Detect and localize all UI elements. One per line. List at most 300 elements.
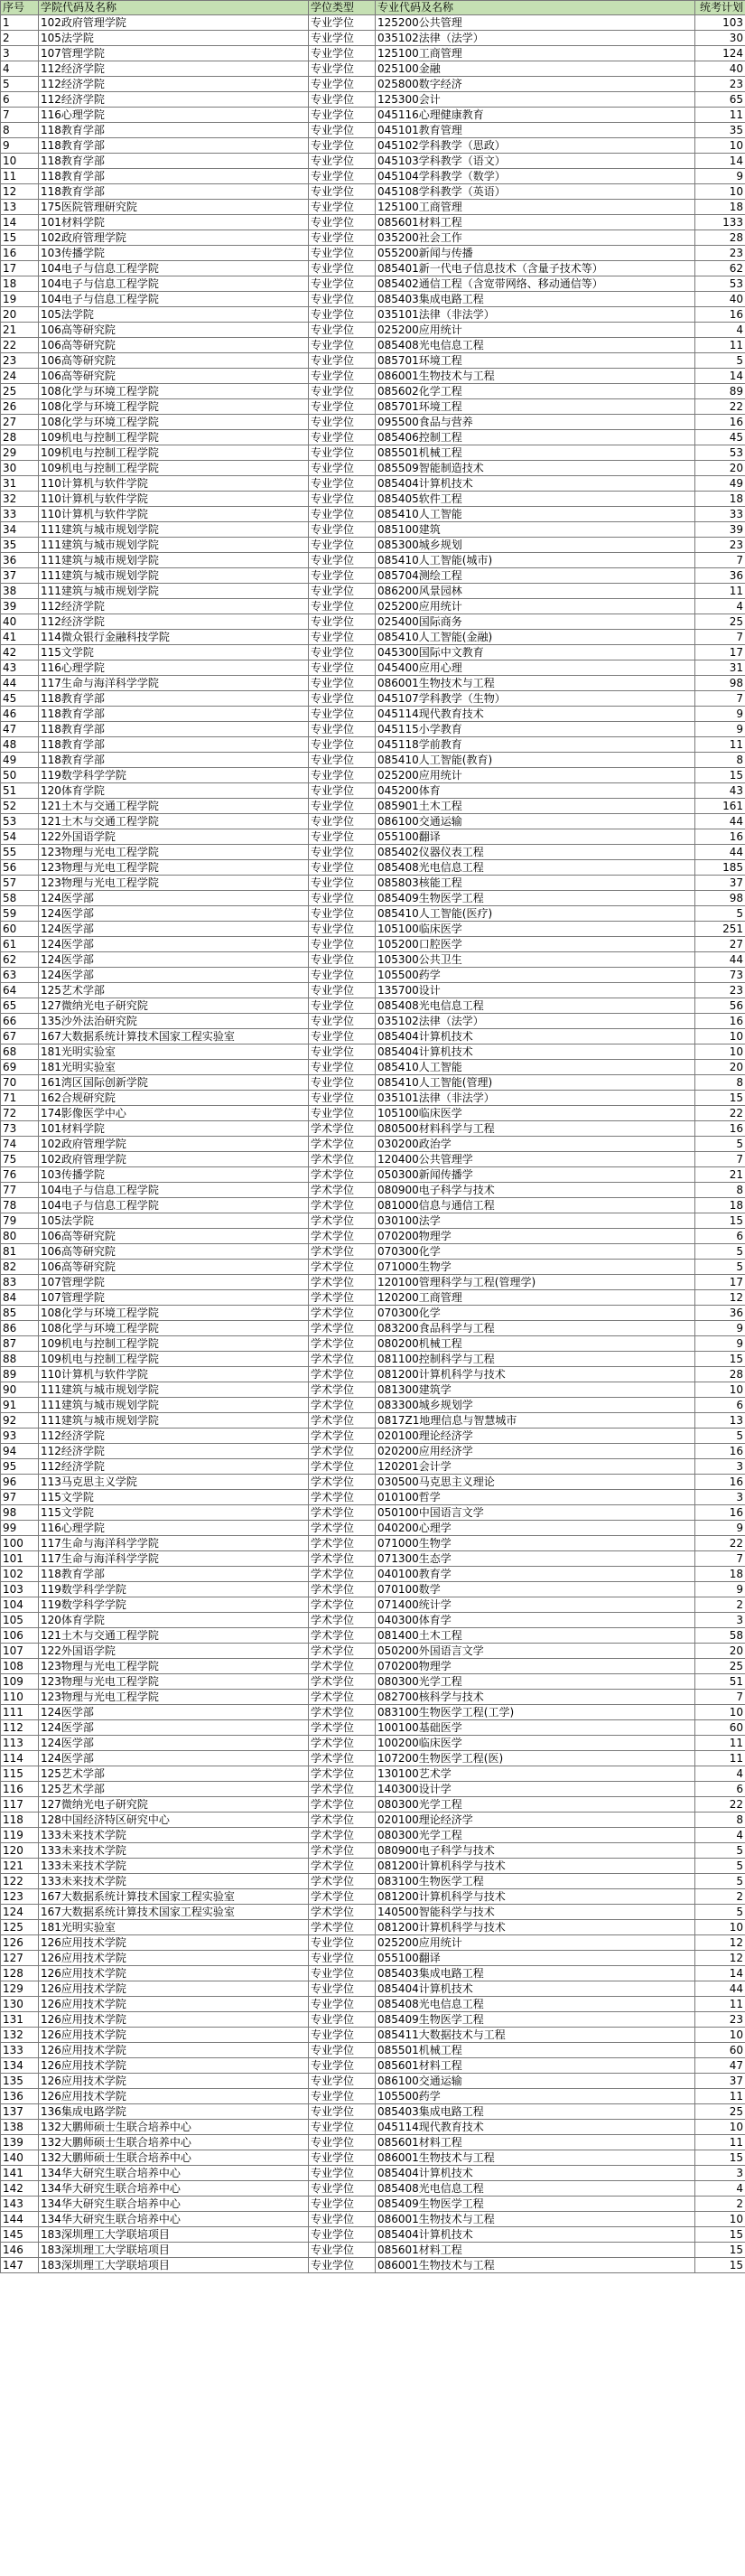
cell-major: 107200生物医学工程(医) xyxy=(376,1751,695,1766)
cell-institute: 183深圳理工大学联培项目 xyxy=(39,2227,309,2243)
table-row xyxy=(1,1582,745,1597)
cell-index: 141 xyxy=(1,2166,39,2181)
cell-major: 085701环境工程 xyxy=(376,399,695,415)
cell-institute: 183深圳理工大学联培项目 xyxy=(39,2243,309,2258)
cell-institute: 124医学部 xyxy=(39,1751,309,1766)
cell-plan-count: 10 xyxy=(695,1382,745,1398)
cell-plan-count: 16 xyxy=(695,1014,745,1029)
cell-degree-type: 专业学位 xyxy=(309,876,376,891)
cell-degree-type: 学术学位 xyxy=(309,1720,376,1736)
table-row xyxy=(1,2028,745,2043)
cell-degree-type: 专业学位 xyxy=(309,108,376,123)
table-row xyxy=(1,1306,745,1321)
cell-major: 071400统计学 xyxy=(376,1597,695,1613)
cell-plan-count: 9 xyxy=(695,1321,745,1336)
cell-plan-count: 11 xyxy=(695,2135,745,2150)
cell-degree-type: 专业学位 xyxy=(309,415,376,430)
cell-plan-count: 6 xyxy=(695,1229,745,1244)
cell-index: 140 xyxy=(1,2150,39,2166)
cell-institute: 124医学部 xyxy=(39,1720,309,1736)
cell-degree-type: 学术学位 xyxy=(309,1813,376,1828)
table-row xyxy=(1,92,745,108)
cell-plan-count: 2 xyxy=(695,1889,745,1905)
cell-plan-count: 7 xyxy=(695,630,745,645)
cell-major: 085408光电信息工程 xyxy=(376,998,695,1014)
table-row xyxy=(1,937,745,952)
cell-plan-count: 9 xyxy=(695,169,745,184)
cell-index: 81 xyxy=(1,1244,39,1260)
cell-institute: 167大数据系统计算技术国家工程实验室 xyxy=(39,1905,309,1920)
cell-plan-count: 11 xyxy=(695,2089,745,2104)
cell-degree-type: 专业学位 xyxy=(309,200,376,215)
cell-plan-count: 9 xyxy=(695,1336,745,1352)
cell-index: 45 xyxy=(1,691,39,707)
cell-major: 045400应用心理 xyxy=(376,660,695,676)
cell-plan-count: 10 xyxy=(695,1044,745,1060)
cell-institute: 112经济学院 xyxy=(39,92,309,108)
cell-plan-count: 16 xyxy=(695,307,745,323)
cell-major: 035101法律（非法学） xyxy=(376,307,695,323)
cell-plan-count: 9 xyxy=(695,1582,745,1597)
table-row xyxy=(1,753,745,768)
cell-plan-count: 14 xyxy=(695,369,745,384)
cell-index: 78 xyxy=(1,1198,39,1213)
cell-major: 050100中国语言文学 xyxy=(376,1505,695,1521)
cell-major: 055100翻译 xyxy=(376,1951,695,1966)
cell-degree-type: 学术学位 xyxy=(309,1567,376,1582)
cell-plan-count: 51 xyxy=(695,1674,745,1690)
cell-index: 114 xyxy=(1,1751,39,1766)
cell-plan-count: 16 xyxy=(695,1121,745,1137)
cell-plan-count: 17 xyxy=(695,1275,745,1290)
cell-plan-count: 10 xyxy=(695,1029,745,1044)
cell-degree-type: 学术学位 xyxy=(309,1475,376,1490)
cell-institute: 106高等研究院 xyxy=(39,338,309,353)
cell-degree-type: 专业学位 xyxy=(309,46,376,61)
cell-plan-count: 20 xyxy=(695,461,745,476)
cell-plan-count: 53 xyxy=(695,445,745,461)
cell-degree-type: 学术学位 xyxy=(309,1290,376,1306)
cell-plan-count: 73 xyxy=(695,968,745,983)
cell-degree-type: 专业学位 xyxy=(309,399,376,415)
table-row xyxy=(1,584,745,599)
table-row xyxy=(1,691,745,707)
cell-institute: 108化学与环境工程学院 xyxy=(39,1306,309,1321)
cell-institute: 122外国语学院 xyxy=(39,1644,309,1659)
cell-institute: 113马克思主义学院 xyxy=(39,1475,309,1490)
cell-index: 63 xyxy=(1,968,39,983)
cell-index: 37 xyxy=(1,568,39,584)
cell-major: 070300化学 xyxy=(376,1306,695,1321)
cell-index: 110 xyxy=(1,1690,39,1705)
cell-index: 7 xyxy=(1,108,39,123)
cell-major: 085404计算机技术 xyxy=(376,1981,695,1997)
cell-degree-type: 学术学位 xyxy=(309,1889,376,1905)
cell-degree-type: 学术学位 xyxy=(309,1352,376,1367)
table-row xyxy=(1,1889,745,1905)
cell-degree-type: 专业学位 xyxy=(309,599,376,614)
cell-major: 085601材料工程 xyxy=(376,2058,695,2074)
cell-institute: 161湾区国际创新学院 xyxy=(39,1075,309,1091)
cell-degree-type: 学术学位 xyxy=(309,1490,376,1505)
cell-index: 26 xyxy=(1,399,39,415)
cell-degree-type: 学术学位 xyxy=(309,1121,376,1137)
table-row xyxy=(1,1398,745,1413)
cell-institute: 105法学院 xyxy=(39,31,309,46)
cell-plan-count: 98 xyxy=(695,676,745,691)
cell-index: 112 xyxy=(1,1720,39,1736)
cell-institute: 126应用技术学院 xyxy=(39,2074,309,2089)
table-row xyxy=(1,1905,745,1920)
cell-degree-type: 专业学位 xyxy=(309,1029,376,1044)
cell-institute: 123物理与光电工程学院 xyxy=(39,1674,309,1690)
cell-institute: 162合规研究院 xyxy=(39,1091,309,1106)
cell-degree-type: 专业学位 xyxy=(309,77,376,92)
cell-plan-count: 10 xyxy=(695,184,745,200)
cell-institute: 110计算机与软件学院 xyxy=(39,1367,309,1382)
cell-index: 71 xyxy=(1,1091,39,1106)
cell-institute: 106高等研究院 xyxy=(39,1229,309,1244)
cell-plan-count: 6 xyxy=(695,1398,745,1413)
cell-plan-count: 36 xyxy=(695,568,745,584)
cell-institute: 126应用技术学院 xyxy=(39,1951,309,1966)
cell-degree-type: 学术学位 xyxy=(309,1321,376,1336)
cell-institute: 109机电与控制工程学院 xyxy=(39,1336,309,1352)
cell-index: 51 xyxy=(1,783,39,799)
cell-major: 086001生物技术与工程 xyxy=(376,369,695,384)
table-row xyxy=(1,507,745,522)
cell-plan-count: 9 xyxy=(695,707,745,722)
cell-degree-type: 学术学位 xyxy=(309,1275,376,1290)
cell-index: 56 xyxy=(1,860,39,876)
table-row xyxy=(1,31,745,46)
cell-institute: 111建筑与城市规划学院 xyxy=(39,1398,309,1413)
cell-degree-type: 学术学位 xyxy=(309,1521,376,1536)
cell-major: 085403集成电路工程 xyxy=(376,292,695,307)
cell-major: 085401新一代电子信息技术（含量子技术等） xyxy=(376,261,695,276)
cell-institute: 167大数据系统计算技术国家工程实验室 xyxy=(39,1029,309,1044)
cell-index: 77 xyxy=(1,1183,39,1198)
cell-plan-count: 44 xyxy=(695,814,745,829)
cell-major: 100100基础医学 xyxy=(376,1720,695,1736)
cell-index: 68 xyxy=(1,1044,39,1060)
cell-institute: 125艺术学部 xyxy=(39,1766,309,1782)
cell-degree-type: 专业学位 xyxy=(309,2135,376,2150)
table-row xyxy=(1,1674,745,1690)
cell-institute: 106高等研究院 xyxy=(39,1244,309,1260)
header-index: 序号 xyxy=(1,1,39,15)
cell-major: 086001生物技术与工程 xyxy=(376,2212,695,2227)
cell-institute: 181光明实验室 xyxy=(39,1060,309,1075)
table-row xyxy=(1,261,745,276)
table-row xyxy=(1,1920,745,1935)
cell-index: 6 xyxy=(1,92,39,108)
cell-institute: 112经济学院 xyxy=(39,1429,309,1444)
table-row xyxy=(1,1352,745,1367)
cell-index: 73 xyxy=(1,1121,39,1137)
cell-plan-count: 10 xyxy=(695,2212,745,2227)
cell-institute: 134华大研究生联合培养中心 xyxy=(39,2197,309,2212)
cell-institute: 134华大研究生联合培养中心 xyxy=(39,2212,309,2227)
cell-major: 070300化学 xyxy=(376,1244,695,1260)
cell-index: 134 xyxy=(1,2058,39,2074)
cell-major: 070100数学 xyxy=(376,1582,695,1597)
cell-index: 23 xyxy=(1,353,39,369)
cell-index: 25 xyxy=(1,384,39,399)
cell-plan-count: 3 xyxy=(695,1490,745,1505)
table-row xyxy=(1,1029,745,1044)
cell-major: 140300设计学 xyxy=(376,1782,695,1797)
cell-institute: 118教育学部 xyxy=(39,722,309,737)
cell-index: 69 xyxy=(1,1060,39,1075)
cell-plan-count: 40 xyxy=(695,292,745,307)
cell-index: 137 xyxy=(1,2104,39,2120)
cell-major: 085501机械工程 xyxy=(376,2043,695,2058)
cell-institute: 126应用技术学院 xyxy=(39,2089,309,2104)
cell-institute: 111建筑与城市规划学院 xyxy=(39,538,309,553)
cell-plan-count: 10 xyxy=(695,2120,745,2135)
cell-degree-type: 专业学位 xyxy=(309,215,376,230)
cell-major: 071000生物学 xyxy=(376,1260,695,1275)
cell-index: 64 xyxy=(1,983,39,998)
cell-degree-type: 专业学位 xyxy=(309,660,376,676)
cell-major: 071000生物学 xyxy=(376,1536,695,1551)
cell-degree-type: 专业学位 xyxy=(309,630,376,645)
cell-major: 030200政治学 xyxy=(376,1137,695,1152)
cell-plan-count: 15 xyxy=(695,2227,745,2243)
table-row xyxy=(1,2012,745,2028)
cell-degree-type: 学术学位 xyxy=(309,1582,376,1597)
table-row xyxy=(1,722,745,737)
cell-major: 085410人工智能(医疗) xyxy=(376,906,695,922)
cell-plan-count: 23 xyxy=(695,2012,745,2028)
cell-index: 12 xyxy=(1,184,39,200)
cell-index: 57 xyxy=(1,876,39,891)
table-row xyxy=(1,707,745,722)
cell-index: 70 xyxy=(1,1075,39,1091)
cell-degree-type: 专业学位 xyxy=(309,138,376,154)
table-row xyxy=(1,1613,745,1628)
cell-plan-count: 8 xyxy=(695,1813,745,1828)
table-row xyxy=(1,1459,745,1475)
cell-plan-count: 25 xyxy=(695,1659,745,1674)
cell-degree-type: 专业学位 xyxy=(309,829,376,845)
cell-major: 085601材料工程 xyxy=(376,2135,695,2150)
cell-institute: 126应用技术学院 xyxy=(39,2058,309,2074)
cell-degree-type: 专业学位 xyxy=(309,92,376,108)
cell-index: 18 xyxy=(1,276,39,292)
cell-major: 025100金融 xyxy=(376,61,695,77)
cell-plan-count: 7 xyxy=(695,553,745,568)
cell-plan-count: 22 xyxy=(695,1536,745,1551)
cell-major: 070200物理学 xyxy=(376,1659,695,1674)
cell-index: 52 xyxy=(1,799,39,814)
cell-index: 31 xyxy=(1,476,39,492)
cell-index: 49 xyxy=(1,753,39,768)
cell-plan-count: 58 xyxy=(695,1628,745,1644)
cell-index: 128 xyxy=(1,1966,39,1981)
cell-index: 133 xyxy=(1,2043,39,2058)
cell-index: 50 xyxy=(1,768,39,783)
cell-institute: 104电子与信息工程学院 xyxy=(39,1183,309,1198)
cell-index: 53 xyxy=(1,814,39,829)
cell-institute: 167大数据系统计算技术国家工程实验室 xyxy=(39,1889,309,1905)
cell-institute: 132大鹏师硕士生联合培养中心 xyxy=(39,2150,309,2166)
header-degree-type: 学位类型 xyxy=(309,1,376,15)
cell-major: 080300光学工程 xyxy=(376,1674,695,1690)
table-row xyxy=(1,1782,745,1797)
cell-major: 020100理论经济学 xyxy=(376,1429,695,1444)
cell-plan-count: 11 xyxy=(695,1736,745,1751)
cell-degree-type: 专业学位 xyxy=(309,691,376,707)
cell-index: 22 xyxy=(1,338,39,353)
cell-plan-count: 5 xyxy=(695,1843,745,1859)
cell-institute: 134华大研究生联合培养中心 xyxy=(39,2166,309,2181)
cell-institute: 118教育学部 xyxy=(39,169,309,184)
table-row xyxy=(1,1981,745,1997)
cell-degree-type: 专业学位 xyxy=(309,476,376,492)
cell-institute: 109机电与控制工程学院 xyxy=(39,1352,309,1367)
cell-institute: 102政府管理学院 xyxy=(39,15,309,31)
cell-plan-count: 5 xyxy=(695,1429,745,1444)
cell-index: 16 xyxy=(1,246,39,261)
cell-index: 28 xyxy=(1,430,39,445)
cell-plan-count: 3 xyxy=(695,1613,745,1628)
cell-major: 045300国际中文教育 xyxy=(376,645,695,660)
cell-institute: 135沙外法治研究院 xyxy=(39,1014,309,1029)
cell-major: 045103学科教学（语文） xyxy=(376,154,695,169)
cell-degree-type: 学术学位 xyxy=(309,1429,376,1444)
cell-index: 100 xyxy=(1,1536,39,1551)
cell-index: 44 xyxy=(1,676,39,691)
table-row xyxy=(1,799,745,814)
cell-plan-count: 5 xyxy=(695,1905,745,1920)
cell-major: 040200心理学 xyxy=(376,1521,695,1536)
cell-index: 117 xyxy=(1,1797,39,1813)
cell-degree-type: 学术学位 xyxy=(309,1152,376,1167)
cell-plan-count: 17 xyxy=(695,645,745,660)
cell-institute: 117生命与海洋科学学院 xyxy=(39,1536,309,1551)
cell-degree-type: 学术学位 xyxy=(309,1628,376,1644)
cell-index: 106 xyxy=(1,1628,39,1644)
cell-major: 085601材料工程 xyxy=(376,2243,695,2258)
cell-index: 116 xyxy=(1,1782,39,1797)
cell-index: 87 xyxy=(1,1336,39,1352)
table-row xyxy=(1,415,745,430)
cell-major: 105100临床医学 xyxy=(376,922,695,937)
cell-major: 081400土木工程 xyxy=(376,1628,695,1644)
cell-index: 125 xyxy=(1,1920,39,1935)
cell-index: 13 xyxy=(1,200,39,215)
cell-index: 14 xyxy=(1,215,39,230)
cell-plan-count: 21 xyxy=(695,1167,745,1183)
cell-institute: 132大鹏师硕士生联合培养中心 xyxy=(39,2135,309,2150)
cell-plan-count: 20 xyxy=(695,1060,745,1075)
cell-degree-type: 专业学位 xyxy=(309,307,376,323)
cell-major: 040300体育学 xyxy=(376,1613,695,1628)
cell-institute: 109机电与控制工程学院 xyxy=(39,430,309,445)
cell-index: 59 xyxy=(1,906,39,922)
cell-degree-type: 专业学位 xyxy=(309,983,376,998)
cell-plan-count: 11 xyxy=(695,1997,745,2012)
cell-institute: 126应用技术学院 xyxy=(39,2028,309,2043)
table-row xyxy=(1,2197,745,2212)
cell-index: 15 xyxy=(1,230,39,246)
table-row xyxy=(1,522,745,538)
cell-plan-count: 37 xyxy=(695,876,745,891)
cell-major: 100200临床医学 xyxy=(376,1736,695,1751)
cell-degree-type: 专业学位 xyxy=(309,1997,376,2012)
cell-major: 085410人工智能(教育) xyxy=(376,753,695,768)
cell-plan-count: 8 xyxy=(695,1075,745,1091)
cell-major: 040100教育学 xyxy=(376,1567,695,1582)
cell-plan-count: 40 xyxy=(695,61,745,77)
cell-degree-type: 专业学位 xyxy=(309,292,376,307)
cell-major: 045115小学教育 xyxy=(376,722,695,737)
table-row xyxy=(1,1121,745,1137)
cell-major: 085803核能工程 xyxy=(376,876,695,891)
header-plan-count: 统考计划 xyxy=(695,1,745,15)
cell-plan-count: 161 xyxy=(695,799,745,814)
cell-institute: 102政府管理学院 xyxy=(39,1152,309,1167)
cell-major: 081200计算机科学与技术 xyxy=(376,1920,695,1935)
cell-plan-count: 49 xyxy=(695,476,745,492)
table-row xyxy=(1,906,745,922)
cell-index: 88 xyxy=(1,1352,39,1367)
cell-degree-type: 专业学位 xyxy=(309,722,376,737)
cell-index: 104 xyxy=(1,1597,39,1613)
cell-major: 080300光学工程 xyxy=(376,1797,695,1813)
cell-plan-count: 5 xyxy=(695,1137,745,1152)
cell-major: 125100工商管理 xyxy=(376,200,695,215)
header-major: 专业代码及名称 xyxy=(376,1,695,15)
cell-major: 085410人工智能(金融) xyxy=(376,630,695,645)
header-institute: 学院代码及名称 xyxy=(39,1,309,15)
cell-institute: 127微纳光电子研究院 xyxy=(39,1797,309,1813)
cell-institute: 112经济学院 xyxy=(39,599,309,614)
cell-plan-count: 89 xyxy=(695,384,745,399)
table-row xyxy=(1,1736,745,1751)
cell-major: 085406控制工程 xyxy=(376,430,695,445)
cell-major: 105300公共卫生 xyxy=(376,952,695,968)
cell-degree-type: 学术学位 xyxy=(309,1751,376,1766)
cell-institute: 104电子与信息工程学院 xyxy=(39,261,309,276)
table-row xyxy=(1,108,745,123)
cell-major: 085300城乡规划 xyxy=(376,538,695,553)
cell-index: 145 xyxy=(1,2227,39,2243)
cell-index: 143 xyxy=(1,2197,39,2212)
cell-institute: 124医学部 xyxy=(39,891,309,906)
table-row xyxy=(1,645,745,660)
cell-major: 020200应用经济学 xyxy=(376,1444,695,1459)
table-header xyxy=(1,1,745,15)
table-row xyxy=(1,814,745,829)
cell-major: 085410人工智能(城市) xyxy=(376,553,695,568)
cell-institute: 119数学科学学院 xyxy=(39,1582,309,1597)
cell-index: 123 xyxy=(1,1889,39,1905)
cell-institute: 112经济学院 xyxy=(39,61,309,77)
cell-institute: 111建筑与城市规划学院 xyxy=(39,1382,309,1398)
cell-index: 72 xyxy=(1,1106,39,1121)
cell-institute: 118教育学部 xyxy=(39,184,309,200)
cell-plan-count: 16 xyxy=(695,1475,745,1490)
cell-institute: 109机电与控制工程学院 xyxy=(39,445,309,461)
cell-major: 045114现代教育技术 xyxy=(376,707,695,722)
cell-degree-type: 专业学位 xyxy=(309,2089,376,2104)
table-row xyxy=(1,353,745,369)
cell-plan-count: 44 xyxy=(695,952,745,968)
cell-degree-type: 学术学位 xyxy=(309,1859,376,1874)
